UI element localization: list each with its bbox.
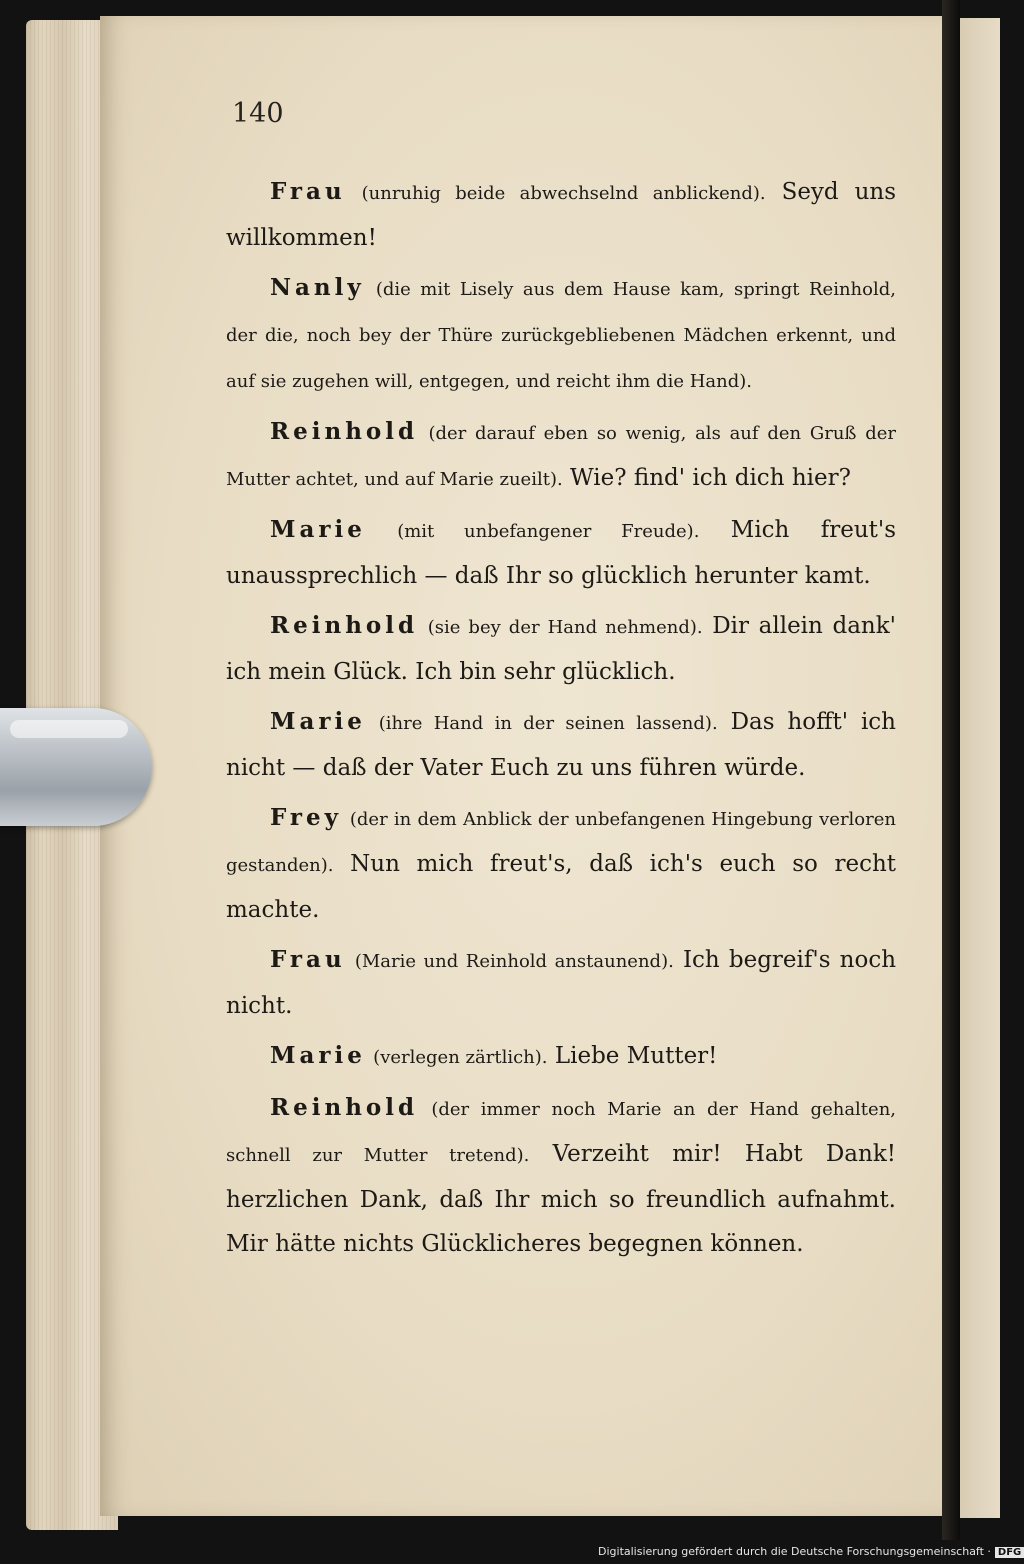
stage-direction: (sie bey der Hand nehmend). — [427, 617, 703, 638]
paragraph — [226, 796, 896, 932]
digitization-credit — [598, 1545, 1024, 1558]
speaker-name: Nanly — [270, 274, 365, 301]
speaker-name: Frau — [270, 178, 346, 205]
speaker-name: Reinhold — [270, 612, 419, 639]
speech: Nun mich freut's, daß ich's euch so recht machte. — [226, 851, 897, 923]
stage-direction: (unruhig beide abwechselnd anblickend). — [361, 183, 766, 204]
speech: Mich freut's unaussprechlich — daß Ihr so glücklich herunter kamt. — [226, 517, 897, 589]
paragraph — [226, 604, 896, 694]
credit-text: Digitalisierung gefördert durch die Deutsche Forschungsgemeinschaft · — [598, 1545, 991, 1558]
stage-direction: (mit unbefangener Freude). — [397, 521, 700, 542]
speech: Dir allein dank' ich mein Glück. Ich bin sehr glücklich. — [226, 613, 896, 685]
speaker-name: Marie — [270, 1042, 366, 1069]
speech: Das hofft' ich nicht — daß der Vater Euch zu uns führen würde. — [226, 709, 896, 781]
speaker-name: Frey — [270, 804, 343, 831]
speaker-name: Marie — [270, 708, 366, 735]
speaker-name: Reinhold — [270, 418, 419, 445]
page-number: 140 — [232, 98, 284, 129]
speaker-name: Reinhold — [270, 1094, 419, 1121]
speech: Wie? find' ich dich hier? — [570, 465, 851, 491]
stage-direction: (Marie und Reinhold anstaunend). — [354, 951, 674, 972]
paragraph — [226, 1034, 896, 1080]
dfg-logo: DFG — [995, 1547, 1024, 1558]
stage-direction: (der in dem Anblick der unbefangenen Hingebung verloren gestanden). — [226, 809, 896, 876]
speech: Liebe Mutter! — [554, 1043, 718, 1069]
paragraph — [226, 410, 896, 502]
facing-page-edge — [960, 18, 1000, 1518]
paragraph — [226, 1086, 896, 1266]
paragraph — [226, 938, 896, 1028]
speaker-name: Frau — [270, 946, 346, 973]
stage-direction: (der darauf eben so wenig, als auf den Gruß der Mutter achtet, und auf Marie zueilt). — [226, 423, 896, 490]
speech: Verzeiht mir! Habt Dank! herzlichen Dank, daß Ihr mich so freundlich aufnahmt. Mir hätte nichts Glücklicheres begegnen können. — [226, 1141, 897, 1257]
speech: Seyd uns willkommen! — [226, 179, 897, 251]
speaker-name: Marie — [270, 516, 366, 543]
paragraph — [226, 508, 896, 598]
paragraph — [226, 266, 896, 404]
stage-direction: (ihre Hand in der seinen lassend). — [378, 713, 718, 734]
book-gutter — [942, 0, 960, 1540]
paragraph — [226, 170, 896, 260]
stage-direction: (verlegen zärtlich). — [373, 1047, 548, 1068]
stage-direction: (die mit Lisely aus dem Hause kam, springt Reinhold, der die, noch bey der Thüre zurückgebliebenen Mädchen erkennt, und auf sie zugehen will, entgegen, und reicht ihm die Hand). — [226, 279, 896, 392]
stage-direction: (der immer noch Marie an der Hand gehalten, schnell zur Mutter tretend). — [226, 1099, 897, 1166]
paragraph — [226, 700, 896, 790]
dialogue-body — [226, 170, 896, 1266]
speech: Ich begreif's noch nicht. — [226, 947, 897, 1019]
bookmark-clip — [0, 708, 152, 826]
